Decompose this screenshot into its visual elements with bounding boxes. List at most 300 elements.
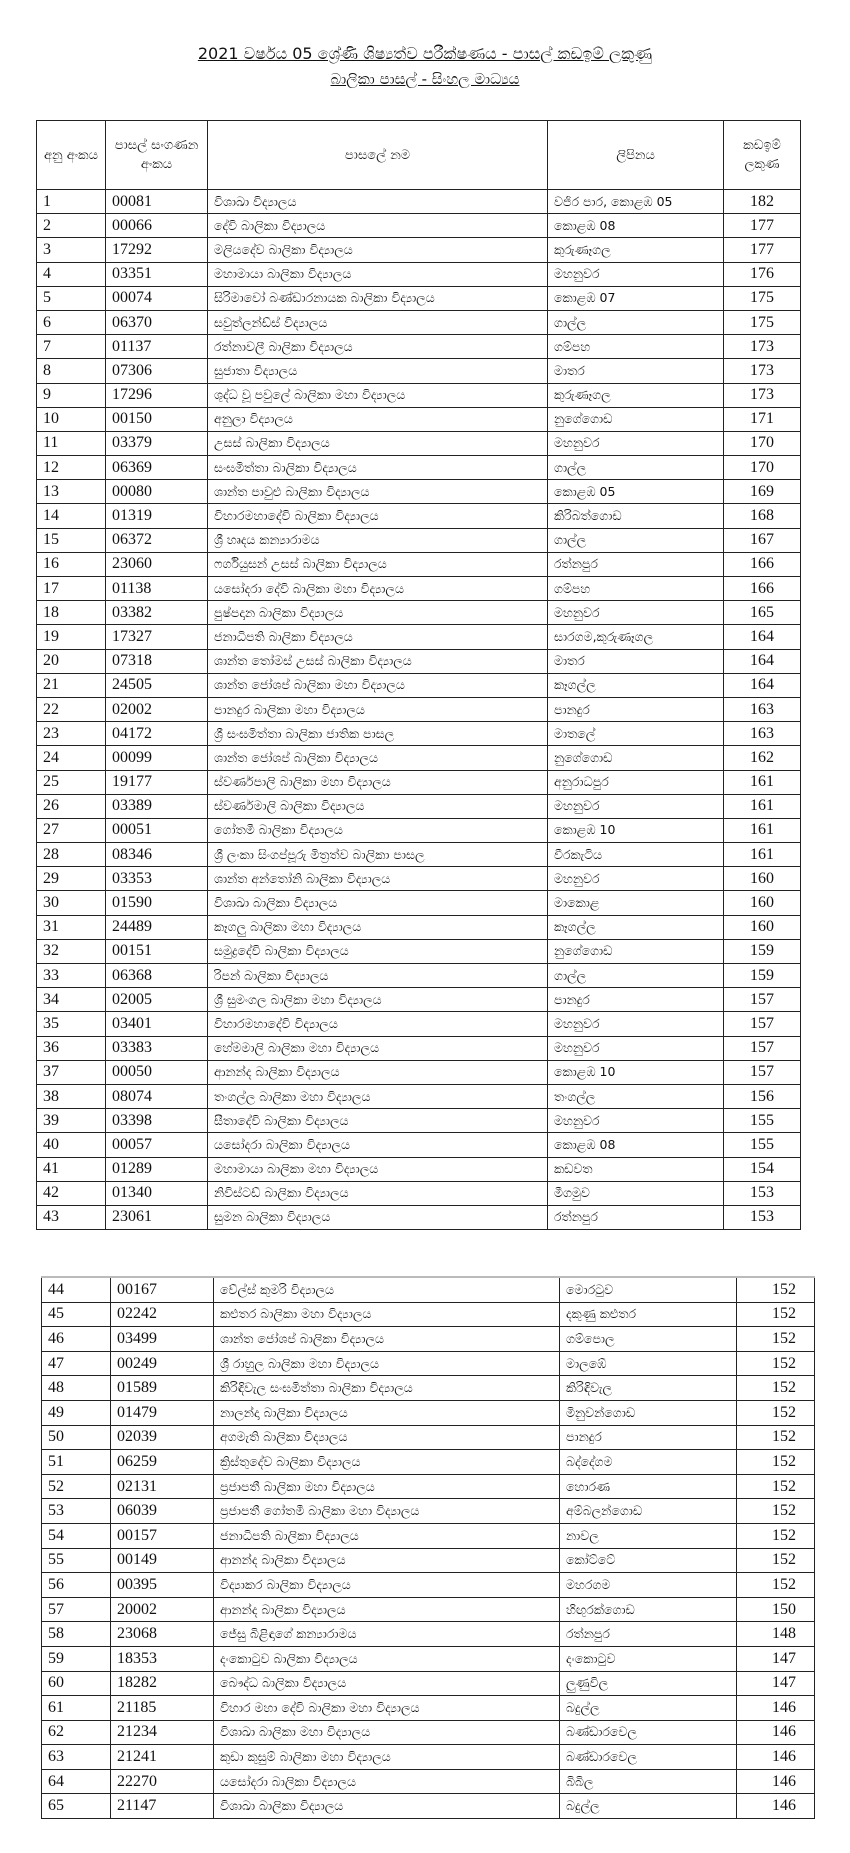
school-name-cell: ස්වර්ණපාලි බාලිකා මහා විද්‍යාලය (208, 770, 548, 794)
school-name-cell: දංකොටුව බාලිකා විද්‍යාලය (214, 1646, 560, 1671)
address-cell: ලුණුවිල (560, 1671, 737, 1696)
school-name-cell: ස්වර්ණමාලි බාලිකා විද්‍යාලය (208, 794, 548, 818)
cutoff-mark-cell: 175 (724, 310, 801, 334)
address-cell: මාලඹේ (560, 1351, 737, 1376)
serial-no-cell: 9 (37, 383, 106, 407)
address-cell: කොළඹ 08 (548, 214, 724, 238)
table-row (42, 1302, 815, 1327)
address-cell: ගම්පහ (548, 335, 724, 359)
serial-no-cell: 10 (37, 407, 106, 431)
address-cell: ගාල්ල (548, 528, 724, 552)
school-name-cell: යසෝදරා දේවි බාලිකා මහා විද්‍යාලය (208, 577, 548, 601)
census-no-cell: 00081 (106, 190, 208, 214)
census-no-cell: 01138 (106, 577, 208, 601)
serial-no-cell: 24 (37, 746, 106, 770)
school-name-cell: ප්‍රජාපතී ගෝතමී බාලිකා මහා විද්‍යාලය (214, 1499, 560, 1524)
table-row (37, 480, 801, 504)
school-name-cell: විහාරමහාදේවි විද්‍යාලය (208, 1012, 548, 1036)
address-cell: මහනුවර (548, 794, 724, 818)
school-name-cell: වේල්ස් කුමරි විද්‍යාලය (214, 1277, 560, 1302)
address-cell: මාතර (548, 649, 724, 673)
table-body-part-2 (42, 1277, 815, 1819)
census-no-cell: 06368 (106, 964, 208, 988)
table-row (37, 528, 801, 552)
serial-no-cell: 29 (37, 867, 106, 891)
school-name-cell: ෆර්ගියුසන් උසස් බාලිකා විද්‍යාලය (208, 552, 548, 576)
serial-no-cell: 16 (37, 552, 106, 576)
address-cell: මහනුවර (548, 1036, 724, 1060)
table-row (37, 577, 801, 601)
school-name-cell: සංඝමිත්තා බාලිකා විද්‍යාලය (208, 456, 548, 480)
school-name-cell: සීතාදේවි බාලිකා විද්‍යාලය (208, 1109, 548, 1133)
table-row (37, 625, 801, 649)
address-cell: ගම්පොල (560, 1327, 737, 1352)
cutoff-mark-cell: 164 (724, 625, 801, 649)
census-no-cell: 06372 (106, 528, 208, 552)
serial-no-cell: 65 (42, 1794, 111, 1819)
serial-no-cell: 52 (42, 1474, 111, 1499)
cutoff-mark-cell: 160 (724, 867, 801, 891)
school-name-cell: යසෝදරා බාලිකා විද්‍යාලය (214, 1769, 560, 1794)
school-name-cell: ශාන්ත පාවුළු බාලිකා විද්‍යාලය (208, 480, 548, 504)
cutoff-mark-cell: 152 (737, 1573, 815, 1598)
address-cell: අනුරාධපුර (548, 770, 724, 794)
cutoff-mark-cell: 156 (724, 1084, 801, 1108)
cutoff-mark-cell: 152 (737, 1474, 815, 1499)
serial-no-cell: 37 (37, 1060, 106, 1084)
serial-no-cell: 43 (37, 1205, 106, 1229)
address-cell: කුරුණෑගල (548, 238, 724, 262)
cutoff-mark-cell: 182 (724, 190, 801, 214)
address-cell: හොරණ (560, 1474, 737, 1499)
school-name-cell: නිවිස්ටඩ් බාලිකා විද්‍යාලය (208, 1181, 548, 1205)
serial-no-cell: 8 (37, 359, 106, 383)
cutoff-mark-cell: 166 (724, 552, 801, 576)
table-row (42, 1376, 815, 1401)
serial-no-cell: 41 (37, 1157, 106, 1181)
address-cell: මාතලේ (548, 722, 724, 746)
cutoff-mark-cell: 155 (724, 1133, 801, 1157)
address-cell: කොළඹ 08 (548, 1133, 724, 1157)
cutoff-mark-cell: 176 (724, 262, 801, 286)
address-cell: දකුණු කළුතර (560, 1302, 737, 1327)
document-title: 2021 වර්ෂය 05 ශ්‍රේණි ශිෂ්‍යත්ව පරීක්ෂණය - පාසල් කඩඉම් ලකුණු (197, 44, 653, 63)
school-name-cell: ශාන්ත ජෝශප් බාලිකා මහා විද්‍යාලය (208, 673, 548, 697)
serial-no-cell: 42 (37, 1181, 106, 1205)
table-row (42, 1474, 815, 1499)
school-name-cell: ආනන්ද බාලිකා විද්‍යාලය (208, 1060, 548, 1084)
table-row (37, 722, 801, 746)
school-name-cell: ශාන්ත ජෝශප් බාලිකා විද්‍යාලය (214, 1327, 560, 1352)
table-row (42, 1400, 815, 1425)
table-body-part-1 (37, 190, 801, 1230)
table-row (42, 1523, 815, 1548)
serial-no-cell: 57 (42, 1597, 111, 1622)
census-no-cell: 02002 (106, 697, 208, 721)
serial-no-cell: 38 (37, 1084, 106, 1108)
cutoff-mark-cell: 170 (724, 456, 801, 480)
address-cell: කුරුණෑගල (548, 383, 724, 407)
cutoff-mark-cell: 146 (737, 1769, 815, 1794)
address-cell: සාරගම,කුරුණෑගල (548, 625, 724, 649)
census-no-cell: 17296 (106, 383, 208, 407)
serial-no-cell: 53 (42, 1499, 111, 1524)
table-row (37, 770, 801, 794)
cutoff-mark-cell: 152 (737, 1548, 815, 1573)
cutoff-mark-cell: 154 (724, 1157, 801, 1181)
school-name-cell: විද්‍යාකර බාලිකා විද්‍යාලය (214, 1573, 560, 1598)
address-cell: පානදුර (548, 697, 724, 721)
table-row (37, 964, 801, 988)
census-no-cell: 21147 (111, 1794, 214, 1819)
cutoff-mark-cell: 146 (737, 1720, 815, 1745)
address-cell: කොළඹ 05 (548, 480, 724, 504)
census-no-cell: 08074 (106, 1084, 208, 1108)
table-row (42, 1327, 815, 1352)
school-name-cell: පුෂ්පදාන බාලිකා විද්‍යාලය (208, 601, 548, 625)
address-cell: ගාල්ල (548, 456, 724, 480)
serial-no-cell: 15 (37, 528, 106, 552)
address-cell: ගම්පහ (548, 577, 724, 601)
census-no-cell: 17292 (106, 238, 208, 262)
serial-no-cell: 36 (37, 1036, 106, 1060)
census-no-cell: 03499 (111, 1327, 214, 1352)
table-row (37, 988, 801, 1012)
census-no-cell: 00050 (106, 1060, 208, 1084)
cutoff-mark-cell: 173 (724, 359, 801, 383)
school-name-cell: ශාන්ත අන්තෝනි බාලිකා විද්‍යාලය (208, 867, 548, 891)
cutoff-mark-cell: 146 (737, 1745, 815, 1770)
cutoff-mark-cell: 173 (724, 383, 801, 407)
cutoff-mark-cell: 171 (724, 407, 801, 431)
cutoff-mark-cell: 152 (737, 1400, 815, 1425)
census-no-cell: 21241 (111, 1745, 214, 1770)
census-no-cell: 01590 (106, 891, 208, 915)
serial-no-cell: 5 (37, 286, 106, 310)
address-cell: බණ්ඩාරවෙල (560, 1720, 737, 1745)
serial-no-cell: 26 (37, 794, 106, 818)
table-row (42, 1720, 815, 1745)
cutoff-mark-cell: 163 (724, 697, 801, 721)
census-no-cell: 00151 (106, 939, 208, 963)
cutoff-mark-cell: 173 (724, 335, 801, 359)
school-name-cell: නාලන්දා බාලිකා විද්‍යාලය (214, 1400, 560, 1425)
serial-no-cell: 63 (42, 1745, 111, 1770)
table-row (42, 1277, 815, 1302)
table-row (42, 1769, 815, 1794)
serial-no-cell: 50 (42, 1425, 111, 1450)
census-no-cell: 00057 (106, 1133, 208, 1157)
table-row (37, 867, 801, 891)
school-name-cell: ශ්‍රී සුමංගල බාලිකා මහා විද්‍යාලය (208, 988, 548, 1012)
school-name-cell: තංගල්ල බාලිකා මහා විද්‍යාලය (208, 1084, 548, 1108)
school-name-cell: ආනන්ද බාලිකා විද්‍යාලය (214, 1597, 560, 1622)
address-cell: රත්නපුර (548, 1205, 724, 1229)
serial-no-cell: 44 (42, 1277, 111, 1302)
table-row (37, 649, 801, 673)
address-cell: තංගල්ල (548, 1084, 724, 1108)
table-row (42, 1597, 815, 1622)
school-name-cell: පානදුර බාලිකා මහා විද්‍යාලය (208, 697, 548, 721)
address-cell: රත්නපුර (548, 552, 724, 576)
census-no-cell: 03401 (106, 1012, 208, 1036)
address-cell: අම්බලන්ගොඩ (560, 1499, 737, 1524)
cutoff-mark-cell: 175 (724, 286, 801, 310)
cutoff-table-part-2 (41, 1276, 815, 1819)
cutoff-mark-cell: 157 (724, 1012, 801, 1036)
census-no-cell: 03353 (106, 867, 208, 891)
census-no-cell: 02005 (106, 988, 208, 1012)
table-row (37, 1181, 801, 1205)
address-cell: මිනුවන්ගොඩ (560, 1400, 737, 1425)
school-name-cell: ජනාධිපති බාලිකා විද්‍යාලය (208, 625, 548, 649)
cutoff-mark-cell: 164 (724, 649, 801, 673)
cutoff-mark-cell: 160 (724, 891, 801, 915)
school-name-cell: අනුලා විද්‍යාලය (208, 407, 548, 431)
table-row (37, 794, 801, 818)
cutoff-mark-cell: 147 (737, 1646, 815, 1671)
cutoff-mark-cell: 153 (724, 1181, 801, 1205)
table-row (37, 697, 801, 721)
address-cell: වජිර පාර, කොළඹ 05 (548, 190, 724, 214)
cutoff-mark-cell: 169 (724, 480, 801, 504)
serial-no-cell: 45 (42, 1302, 111, 1327)
census-no-cell: 00099 (106, 746, 208, 770)
table-row (37, 1060, 801, 1084)
school-name-cell: කුඩා කුසුම් බාලිකා මහා විද්‍යාලය (214, 1745, 560, 1770)
table-row (42, 1622, 815, 1647)
cutoff-mark-cell: 161 (724, 843, 801, 867)
school-name-cell: ක්‍රිස්තුදේව බාලිකා විද්‍යාලය (214, 1450, 560, 1475)
census-no-cell: 03382 (106, 601, 208, 625)
census-no-cell: 03398 (106, 1109, 208, 1133)
address-cell: පානදුර (560, 1425, 737, 1450)
census-no-cell: 01289 (106, 1157, 208, 1181)
census-no-cell: 17327 (106, 625, 208, 649)
cutoff-mark-cell: 153 (724, 1205, 801, 1229)
address-cell: මීගමුව (548, 1181, 724, 1205)
school-name-cell: විශාඛා බාලිකා මහා විද්‍යාලය (214, 1720, 560, 1745)
serial-no-cell: 34 (37, 988, 106, 1012)
school-name-cell: ශ්‍රී රාහුල බාලිකා මහා විද්‍යාලය (214, 1351, 560, 1376)
school-name-cell: බෞද්ධ බාලිකා විද්‍යාලය (214, 1671, 560, 1696)
table-row (37, 190, 801, 214)
table-row (37, 843, 801, 867)
census-no-cell: 00149 (111, 1548, 214, 1573)
table-row (42, 1425, 815, 1450)
census-no-cell: 06369 (106, 456, 208, 480)
census-no-cell: 20002 (111, 1597, 214, 1622)
school-name-cell: රිපන් බාලිකා විද්‍යාලය (208, 964, 548, 988)
school-name-cell: මහාමායා බාලිකා මහා විද්‍යාලය (208, 1157, 548, 1181)
serial-no-cell: 32 (37, 939, 106, 963)
census-no-cell: 07306 (106, 359, 208, 383)
cutoff-mark-cell: 155 (724, 1109, 801, 1133)
school-name-cell: විහාරමහාදේවි බාලිකා විද්‍යාලය (208, 504, 548, 528)
table-row (37, 818, 801, 842)
address-cell: නුගේගොඩ (548, 746, 724, 770)
census-no-cell: 03379 (106, 431, 208, 455)
table-row (37, 1084, 801, 1108)
census-no-cell: 23068 (111, 1622, 214, 1647)
table-row (37, 601, 801, 625)
school-name-cell: කළුතර බාලිකා මහා විද්‍යාලය (214, 1302, 560, 1327)
census-no-cell: 01319 (106, 504, 208, 528)
cutoff-mark-cell: 161 (724, 818, 801, 842)
serial-no-cell: 62 (42, 1720, 111, 1745)
census-no-cell: 03389 (106, 794, 208, 818)
serial-no-cell: 60 (42, 1671, 111, 1696)
census-no-cell: 02242 (111, 1302, 214, 1327)
table-row (37, 262, 801, 286)
cutoff-mark-cell: 152 (737, 1351, 815, 1376)
serial-no-cell: 40 (37, 1133, 106, 1157)
cutoff-mark-cell: 152 (737, 1523, 815, 1548)
census-no-cell: 00051 (106, 818, 208, 842)
table-row (42, 1745, 815, 1770)
serial-no-cell: 6 (37, 310, 106, 334)
census-no-cell: 00249 (111, 1351, 214, 1376)
table-row (42, 1450, 815, 1475)
serial-no-cell: 2 (37, 214, 106, 238)
census-no-cell: 00395 (111, 1573, 214, 1598)
address-cell: නුගේගොඩ (548, 407, 724, 431)
census-no-cell: 18282 (111, 1671, 214, 1696)
address-cell: දංකොටුව (560, 1646, 737, 1671)
cutoff-mark-cell: 162 (724, 746, 801, 770)
serial-no-cell: 1 (37, 190, 106, 214)
cutoff-mark-cell: 160 (724, 915, 801, 939)
address-cell: බදුල්ල (560, 1794, 737, 1819)
census-no-cell: 01479 (111, 1400, 214, 1425)
table-row (37, 335, 801, 359)
table-row (37, 1133, 801, 1157)
address-cell: කෑගල්ල (548, 673, 724, 697)
school-name-cell: සමුද්‍රදේවි බාලිකා විද්‍යාලය (208, 939, 548, 963)
cutoff-mark-cell: 152 (737, 1499, 815, 1524)
school-name-cell: ශාන්ත තෝමස් උසස් බාලිකා විද්‍යාලය (208, 649, 548, 673)
table-row (37, 673, 801, 697)
census-no-cell: 19177 (106, 770, 208, 794)
table-row (37, 1157, 801, 1181)
cutoff-mark-cell: 150 (737, 1597, 815, 1622)
school-name-cell: මහාමායා බාලිකා විද්‍යාලය (208, 262, 548, 286)
header-school-census-no: පාසල් සංගණන අංකය (106, 121, 208, 190)
serial-no-cell: 18 (37, 601, 106, 625)
address-cell: මාතර (548, 359, 724, 383)
serial-no-cell: 28 (37, 843, 106, 867)
census-no-cell: 08346 (106, 843, 208, 867)
school-name-cell: කිරිඳිවැල සංඝමිත්තා බාලිකා විද්‍යාලය (214, 1376, 560, 1401)
address-cell: නුගේගොඩ (548, 939, 724, 963)
address-cell: මහනුවර (548, 1109, 724, 1133)
table-row (37, 1012, 801, 1036)
address-cell: මහනුවර (548, 431, 724, 455)
address-cell: පානදුර (548, 988, 724, 1012)
table-row (42, 1671, 815, 1696)
header-serial-no: අනු අංකය (37, 121, 106, 190)
address-cell: කෑගල්ල (548, 915, 724, 939)
serial-no-cell: 33 (37, 964, 106, 988)
census-no-cell: 00150 (106, 407, 208, 431)
serial-no-cell: 46 (42, 1327, 111, 1352)
address-cell: මහනුවර (548, 867, 724, 891)
serial-no-cell: 7 (37, 335, 106, 359)
serial-no-cell: 58 (42, 1622, 111, 1647)
address-cell: බණ්ඩාරවෙල (560, 1745, 737, 1770)
school-name-cell: ශ්‍රී ලංකා සිංගප්පූරු මිත්‍රත්ව බාලිකා පාසල (208, 843, 548, 867)
serial-no-cell: 11 (37, 431, 106, 455)
address-cell: කිරිඳිවැල (560, 1376, 737, 1401)
address-cell: කොළඹ 07 (548, 286, 724, 310)
school-name-cell: සවුත්ලන්ඩ්ස් විද්‍යාලය (208, 310, 548, 334)
table-row (37, 214, 801, 238)
serial-no-cell: 55 (42, 1548, 111, 1573)
serial-no-cell: 64 (42, 1769, 111, 1794)
serial-no-cell: 14 (37, 504, 106, 528)
census-no-cell: 06039 (111, 1499, 214, 1524)
table-row (37, 431, 801, 455)
serial-no-cell: 25 (37, 770, 106, 794)
table-row (37, 1036, 801, 1060)
cutoff-mark-cell: 177 (724, 214, 801, 238)
table-row (37, 238, 801, 262)
school-name-cell: අගමැති බාලිකා විද්‍යාලය (214, 1425, 560, 1450)
address-cell: කිරිබත්ගොඩ (548, 504, 724, 528)
school-name-cell: සුමන බාලිකා විද්‍යාලය (208, 1205, 548, 1229)
school-name-cell: විශාඛා බාලිකා විද්‍යාලය (214, 1794, 560, 1819)
cutoff-mark-cell: 152 (737, 1450, 815, 1475)
cutoff-mark-cell: 161 (724, 794, 801, 818)
header-cutoff-mark: කඩඉම් ලකුණ (724, 121, 801, 190)
cutoff-mark-cell: 146 (737, 1794, 815, 1819)
census-no-cell: 03351 (106, 262, 208, 286)
serial-no-cell: 49 (42, 1400, 111, 1425)
table-row (37, 407, 801, 431)
cutoff-mark-cell: 152 (737, 1327, 815, 1352)
table-row (42, 1794, 815, 1819)
address-cell: ගාල්ල (548, 310, 724, 334)
table-row (37, 456, 801, 480)
serial-no-cell: 56 (42, 1573, 111, 1598)
serial-no-cell: 20 (37, 649, 106, 673)
address-cell: මහනුවර (548, 262, 724, 286)
school-name-cell: ශ්‍රී හෘදය කන්‍යාරාමය (208, 528, 548, 552)
census-no-cell: 01589 (111, 1376, 214, 1401)
census-no-cell: 24489 (106, 915, 208, 939)
cutoff-mark-cell: 157 (724, 1036, 801, 1060)
cutoff-mark-cell: 148 (737, 1622, 815, 1647)
table-row (37, 359, 801, 383)
serial-no-cell: 30 (37, 891, 106, 915)
cutoff-mark-cell: 165 (724, 601, 801, 625)
cutoff-table-part-1 (36, 120, 801, 1230)
serial-no-cell: 48 (42, 1376, 111, 1401)
cutoff-mark-cell: 166 (724, 577, 801, 601)
census-no-cell: 00167 (111, 1277, 214, 1302)
cutoff-mark-cell: 157 (724, 988, 801, 1012)
census-no-cell: 21185 (111, 1696, 214, 1721)
address-cell: මහනුවර (548, 1012, 724, 1036)
table-row (37, 939, 801, 963)
census-no-cell: 00066 (106, 214, 208, 238)
school-name-cell: ආනන්ද බාලිකා විද්‍යාලය (214, 1548, 560, 1573)
table-row (37, 286, 801, 310)
table-header-row (37, 121, 801, 190)
cutoff-mark-cell: 147 (737, 1671, 815, 1696)
address-cell: කෝට්ටේ (560, 1548, 737, 1573)
address-cell: වීරකැටිය (548, 843, 724, 867)
